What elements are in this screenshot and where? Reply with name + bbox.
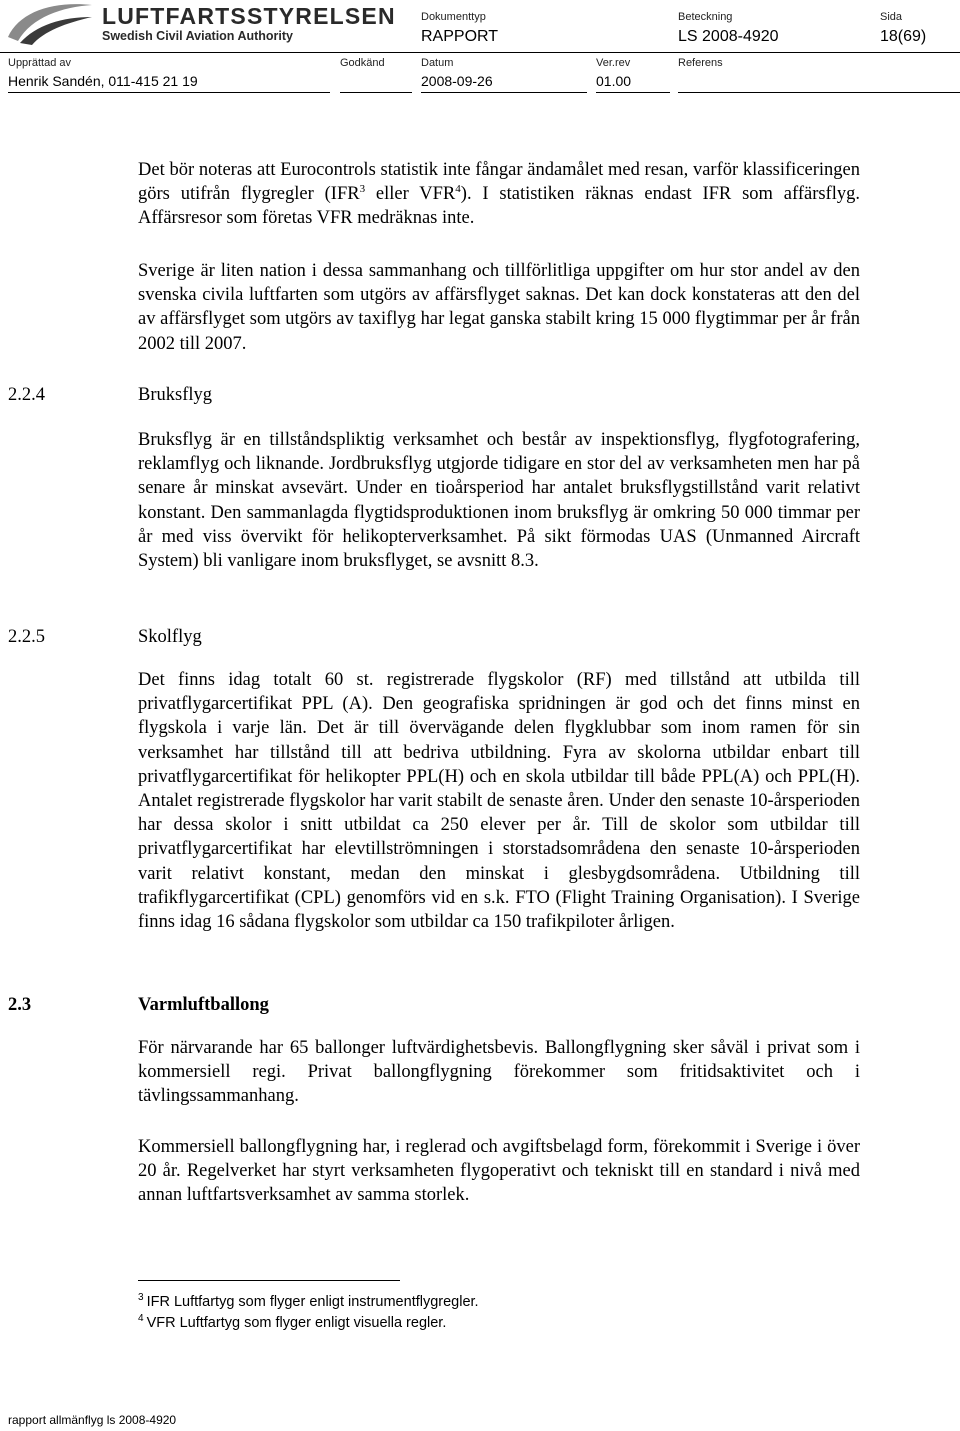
agency-logo bbox=[6, 1, 396, 49]
header-rule-top bbox=[0, 52, 960, 53]
paragraph-kommersiell: Kommersiell ballongflygning har, i reglerad och avgiftsbelagd form, förekommit i Sverige i över 20 år. Regelverket har styrt verksamheten flygoperativt och tekniskt till en standard i nivå med annan luftfartsverksamhet av samma storlek. bbox=[138, 1137, 860, 1206]
section-title-bruksflyg: Bruksflyg bbox=[138, 385, 212, 405]
doc-type-value: RAPPORT bbox=[421, 28, 499, 45]
section-number-2-3: 2.3 bbox=[8, 995, 32, 1015]
author-value: Henrik Sandén, 011-415 21 19 bbox=[8, 73, 198, 89]
paragraph-skolflyg: Det finns idag totalt 60 st. registrerade flygskolor (RF) med tillstånd att utbilda till privatflygarcertifikat PPL (A). Den geografiska spridningen är god och det finns minst en flygskola i varje län. Det är till övervägande delen flygklubbar som inom ramen för sin verksamhet har tillstånd till att bedriva utbildning. Fyra av skolorna utbildar enbart till privatflygarcertifikat för helikopter PPL(H) och en skola utbildar till både PPL(A) och PPL(H). Antalet registrerade flygskolor har varit stabilt de senaste åren. Under den senaste 10-årsperioden har dessa skolor i snitt utbildat ca 250 elever per år. Till de skolor som utbildar till privatflygarcertifikat har elevtillströmningen i storstadsområdena den senaste 10-årsperioden varit relativt konstant, medan den minskat i glesbygdsområdena. Utbildning till trafikflygarcertifikat (CPL) genomförs vid en s.k. FTO (Flight Training Organisation). I Sverige finns idag 16 sådana flygskolor som utbildar ca 150 trafikpiloter årligen. bbox=[138, 670, 860, 933]
doc-type-label: Dokumenttyp bbox=[421, 11, 486, 23]
footnote-separator bbox=[138, 1280, 400, 1281]
paragraph-bruksflyg: Bruksflyg är en tillståndspliktig verksamhet och består av inspektionsflyg, flygfotografering, reklamflyg och liknande. Jordbruksflyg utgjorde tidigare en stor del av verksamheten men har på senare år minskat avsevärt. Under en tioårsperiod har antalet bruksflygstillstånd varit relativt konstant. Den sammanlagda flygtidsproduktionen inom bruksflyg är omkring 50 000 timmar per år med viss övervikt för helikopterverksamhet. På sikt förmodas UAS (Unmanned Aircraft System) bli vanligare inom bruksflyget, se avsnitt 8.3. bbox=[138, 430, 860, 572]
version-label: Ver.rev bbox=[596, 57, 631, 69]
version-value: 01.00 bbox=[596, 73, 632, 89]
approved-underline bbox=[340, 92, 412, 93]
date-value: 2008-09-26 bbox=[421, 73, 493, 89]
date-underline bbox=[421, 92, 587, 93]
footnote-3: $^3$ IFR Luftfartyg som flyger enligt instrumentflygregler. bbox=[138, 1292, 479, 1310]
approved-label: Godkänd bbox=[340, 57, 385, 69]
page-footer: rapport allmänflyg ls 2008-4920 bbox=[8, 1413, 177, 1427]
date-label: Datum bbox=[421, 57, 454, 69]
org-name: LUFTFARTSSTYRELSEN bbox=[102, 3, 396, 29]
paragraph-ballonger: För närvarande har 65 ballonger luftvärdighetsbevis. Ballongflygning sker såväl i privat som i kommersiell regi. Privat ballongflygning förekommer som fritidsaktivitet och i tävlingssammanhang. bbox=[138, 1038, 860, 1107]
designation-value: LS 2008-4920 bbox=[678, 28, 779, 45]
footnote-ref-4: 4 bbox=[455, 183, 461, 196]
section-number-2-2-4: 2.2.4 bbox=[8, 385, 45, 405]
org-subtitle: Swedish Civil Aviation Authority bbox=[102, 29, 293, 43]
author-label: Upprättad av bbox=[8, 57, 71, 69]
section-title-varmluftballong: Varmluftballong bbox=[138, 995, 269, 1015]
paragraph-eurocontrol: Det bör noteras att Eurocontrols statistik inte fångar ändamålet med resan, varför klassificeringen görs utifrån flygregler (IFR$^3$ eller VFR$^4$). I statistiken räknas endast IFR som affärsflyg. Affärsresor som företas VFR medräknas inte. bbox=[138, 160, 860, 229]
paragraph-sverige: Sverige är liten nation i dessa sammanhang och tillförlitliga uppgifter om hur stor andel av den svenska civila luftfarten som utgörs av affärsflyget saknas. Det kan dock konstateras att den del av affärsflyget som utgörs av taxiflyg har legat ganska stabilt kring 15 000 flygtimmar per år från 2002 till 2007. bbox=[138, 261, 860, 354]
designation-label: Beteckning bbox=[678, 11, 733, 23]
section-title-skolflyg: Skolflyg bbox=[138, 627, 202, 647]
footnote-ref-3: 3 bbox=[359, 183, 366, 196]
reference-underline bbox=[678, 92, 960, 93]
footnote-4: $^4$ VFR Luftfartyg som flyger enligt visuella regler. bbox=[138, 1313, 447, 1331]
logo-emblem-icon bbox=[6, 1, 94, 47]
section-number-2-2-5: 2.2.5 bbox=[8, 627, 45, 647]
reference-label: Referens bbox=[678, 57, 723, 69]
page-number: 18(69) bbox=[880, 28, 927, 45]
version-underline bbox=[596, 92, 670, 93]
author-underline bbox=[8, 92, 330, 93]
page-label: Sida bbox=[880, 11, 903, 23]
